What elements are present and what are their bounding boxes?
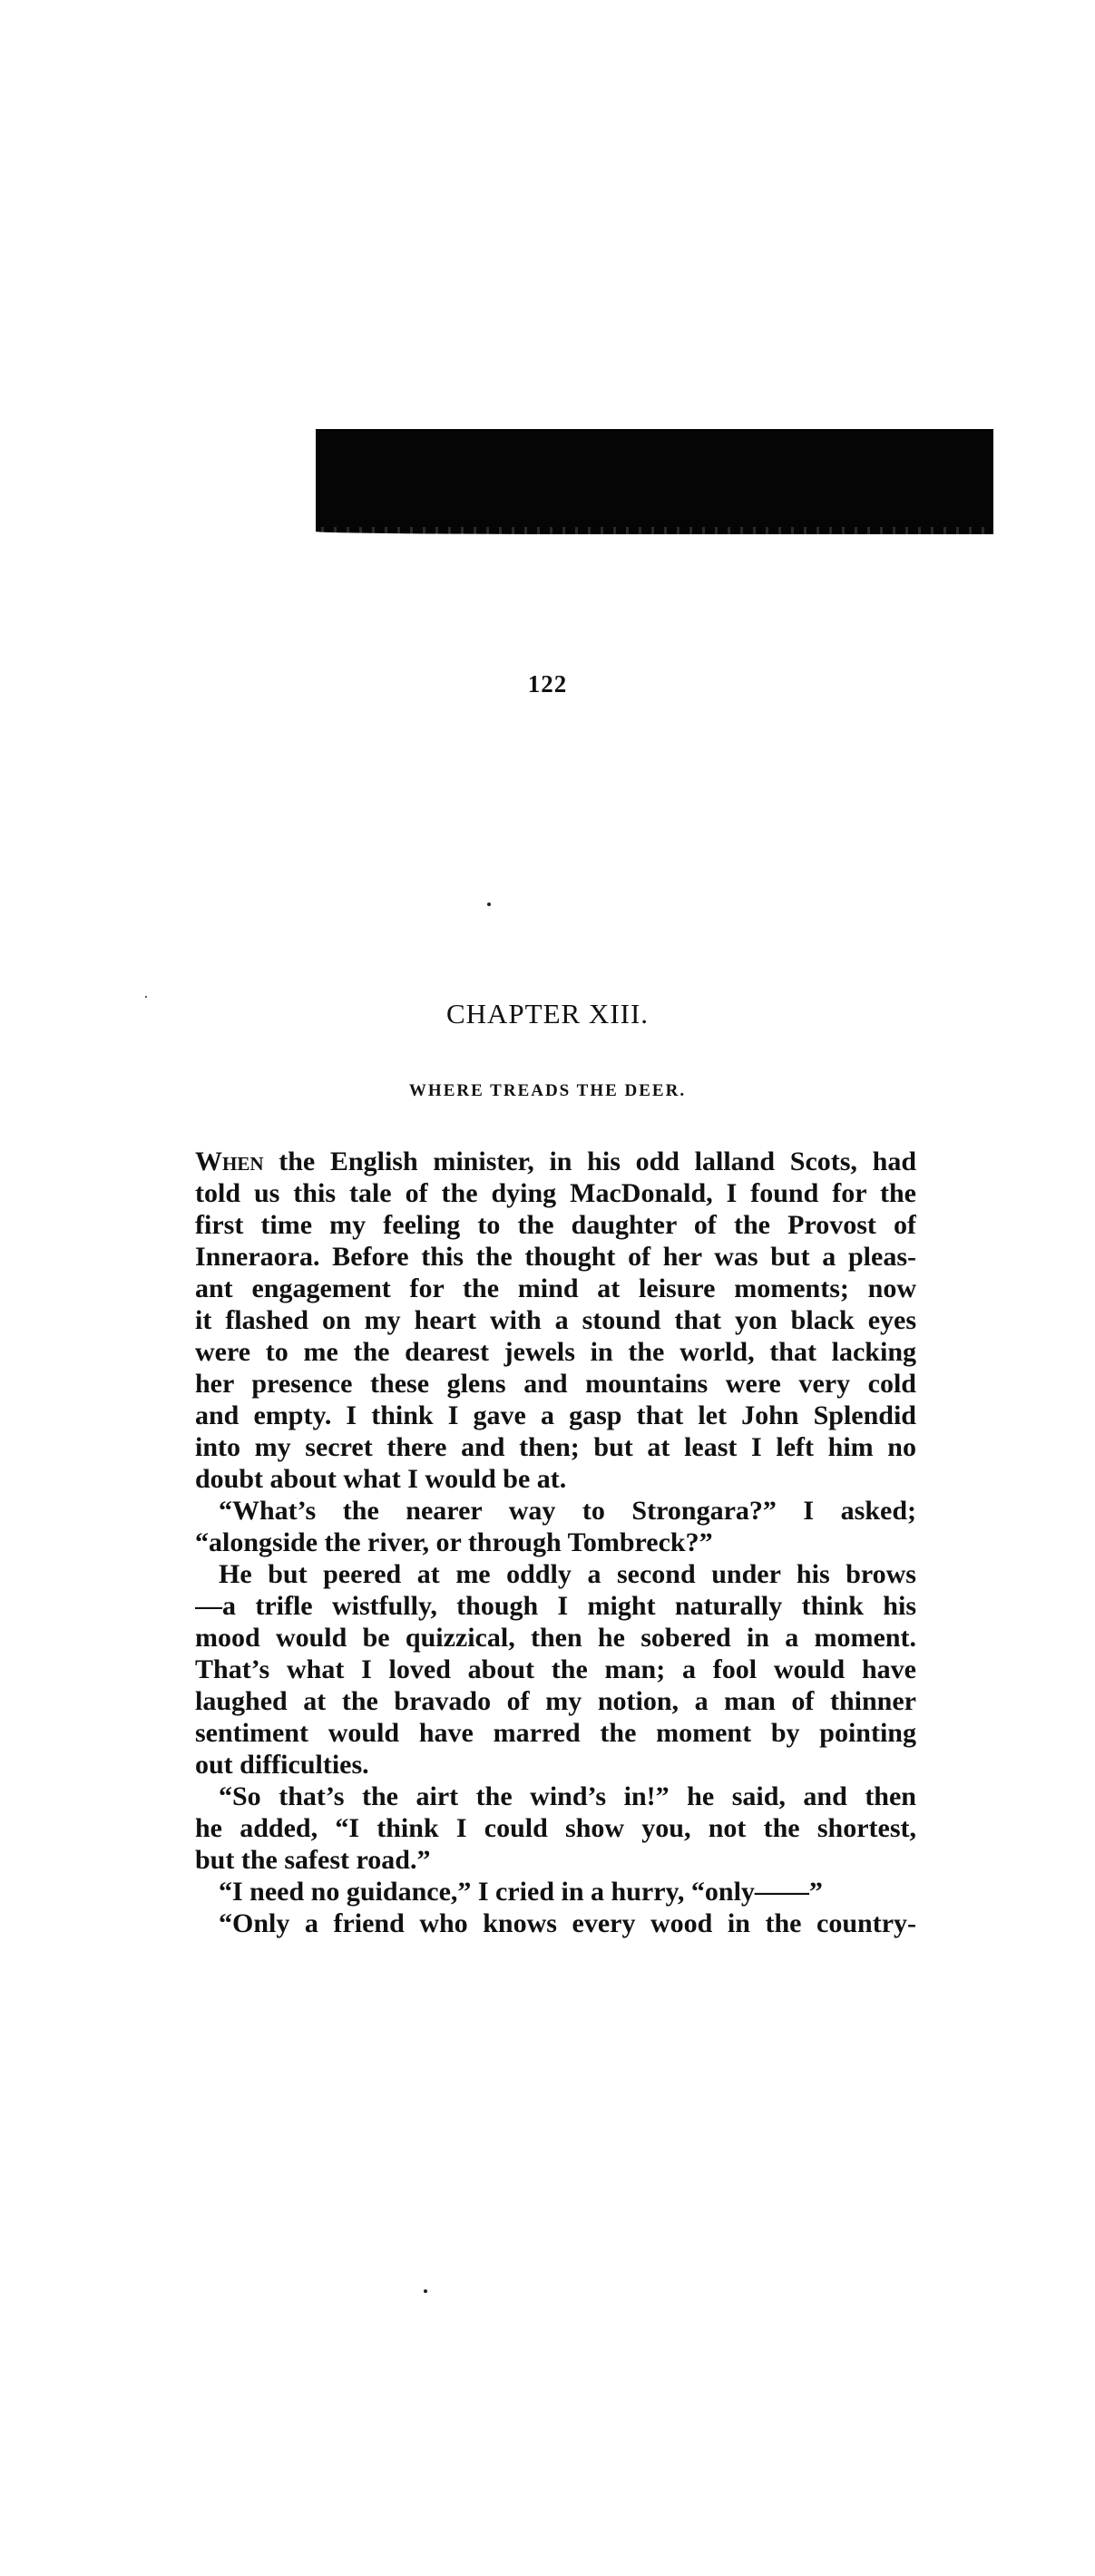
text-line: [195, 1146, 916, 1177]
text-line: told us this tale of the dying MacDonald, I found for the: [195, 1178, 916, 1208]
text-line: it flashed on my heart with a stound that yon black eyes: [195, 1305, 916, 1335]
text-line: but the safest road.”: [195, 1845, 431, 1875]
text-line: “Only a friend who knows every wood in the country-: [219, 1908, 916, 1938]
chapter-title: CHAPTER XIII.: [445, 998, 650, 1029]
text-line: sentiment would have marred the moment by pointing: [195, 1718, 916, 1748]
speck: [487, 903, 491, 906]
text-line: her presence these glens and mountains were very cold: [195, 1369, 916, 1399]
text-line: doubt about what I would be at.: [195, 1464, 567, 1494]
text-line: “What’s the nearer way to Strongara?” I asked;: [219, 1496, 916, 1526]
text-line: were to me the dearest jewels in the world, that lacking: [195, 1337, 916, 1367]
chapter-subtitle: WHERE TREADS THE DEER.: [408, 1081, 687, 1100]
text-line: Inneraora. Before this the thought of her was but a pleas-: [195, 1242, 916, 1272]
text-line: That’s what I loved about the man; a fool would have: [195, 1654, 916, 1684]
speck: [424, 2289, 427, 2293]
text-line: into my secret there and then; but at least I left him no: [195, 1432, 916, 1462]
redaction-bar: [316, 429, 993, 529]
text-line: first time my feeling to the daughter of the Provost of: [195, 1210, 916, 1240]
text-line: laughed at the bravado of my notion, a man of thinner: [195, 1686, 916, 1716]
text-line: He but peered at me oddly a second under his brows: [219, 1559, 916, 1589]
text-line: mood would be quizzical, then he sobered in a moment.: [195, 1623, 916, 1653]
body-text: [195, 1146, 916, 1939]
text-line: “alongside the river, or through Tombreck?”: [195, 1527, 713, 1557]
opening-word: When: [195, 1147, 264, 1176]
text-line: ant engagement for the mind at leisure moments; now: [195, 1273, 916, 1303]
text-line: out difficulties.: [195, 1750, 369, 1780]
text-line: “I need no guidance,” I cried in a hurry, “only——”: [219, 1877, 823, 1907]
page-number: 122: [527, 670, 568, 698]
text-line: and empty. I think I gave a gasp that let John Splendid: [195, 1400, 916, 1430]
text-line: he added, “I think I could show you, not the shortest,: [195, 1813, 916, 1843]
text-line: “So that’s the airt the wind’s in!” he said, and then: [219, 1781, 916, 1811]
text-line: —a trifle wistfully, though I might naturally think his: [195, 1591, 916, 1621]
text-line-content: the English minister, in his odd lalland Scots, had: [263, 1147, 916, 1176]
